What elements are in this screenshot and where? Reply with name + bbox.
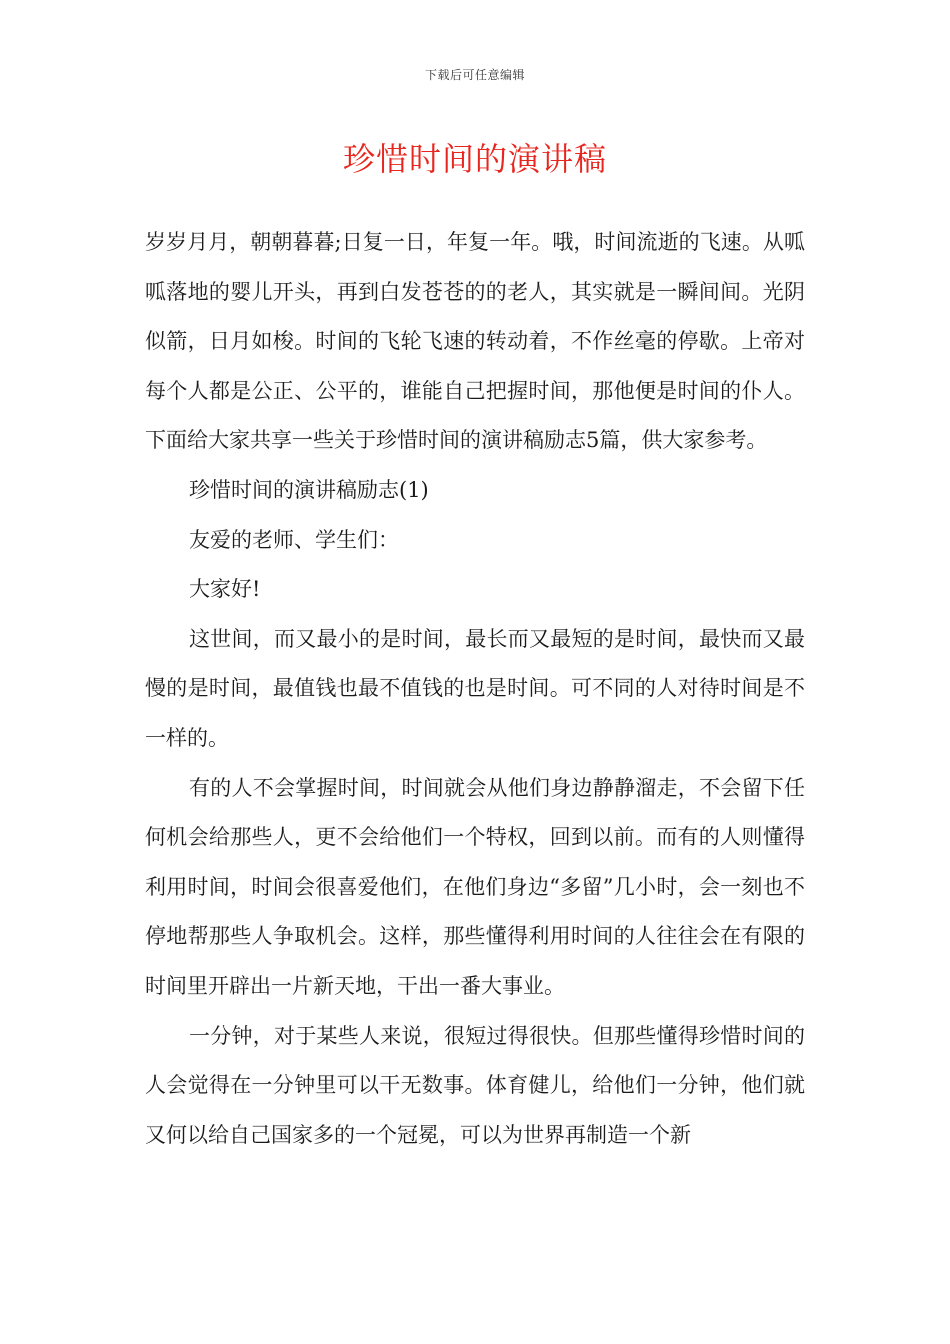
document-body [145,218,805,1160]
body-paragraph: 一分钟，对于某些人来说，很短过得很快。但那些懂得珍惜时间的人会觉得在一分钟里可以干无数事。体育健儿，给他们一分钟，他们就又何以给自己国家多的一个冠冕，可以为世界再制造一个新 [145,1023,805,1147]
body-paragraph: 这世间，而又最小的是时间，最长而又最短的是时间，最快而又最慢的是时间，最值钱也最不值钱的也是时间。可不同的人对待时间是不一样的。 [145,626,805,750]
page-header-note: 下载后可任意编辑 [424,68,525,82]
document-title: 珍惜时间的演讲稿 [342,140,607,178]
greeting: 大家好! [189,577,261,602]
salutation: 友爱的老师、学生们： [189,527,399,552]
section-heading: 珍惜时间的演讲稿励志(1) [189,477,429,502]
intro-paragraph: 岁岁月月，朝朝暮暮;日复一日，年复一年。哦，时间流逝的飞速。从呱呱落地的婴儿开头，再到白发苍苍的的老人，其实就是一瞬间间。光阴似箭，日月如梭。时间的飞轮飞速的转动着，不作丝毫的停歇。上帝对每个人都是公正、公平的，谁能自己把握时间，那他便是时间的仆人。下面给大家共享一些关于珍惜时间的演讲稿励志5篇，供大家参考。 [145,230,805,453]
body-paragraph: 有的人不会掌握时间，时间就会从他们身边静静溜走，不会留下任何机会给那些人，更不会给他们一个特权，回到以前。而有的人则懂得利用时间，时间会很喜爱他们，在他们身边“多留”几小时，会一刻也不停地帮那些人争取机会。这样，那些懂得利用时间的人往往会在有限的时间里开辟出一片新天地，干出一番大事业。 [145,775,805,998]
